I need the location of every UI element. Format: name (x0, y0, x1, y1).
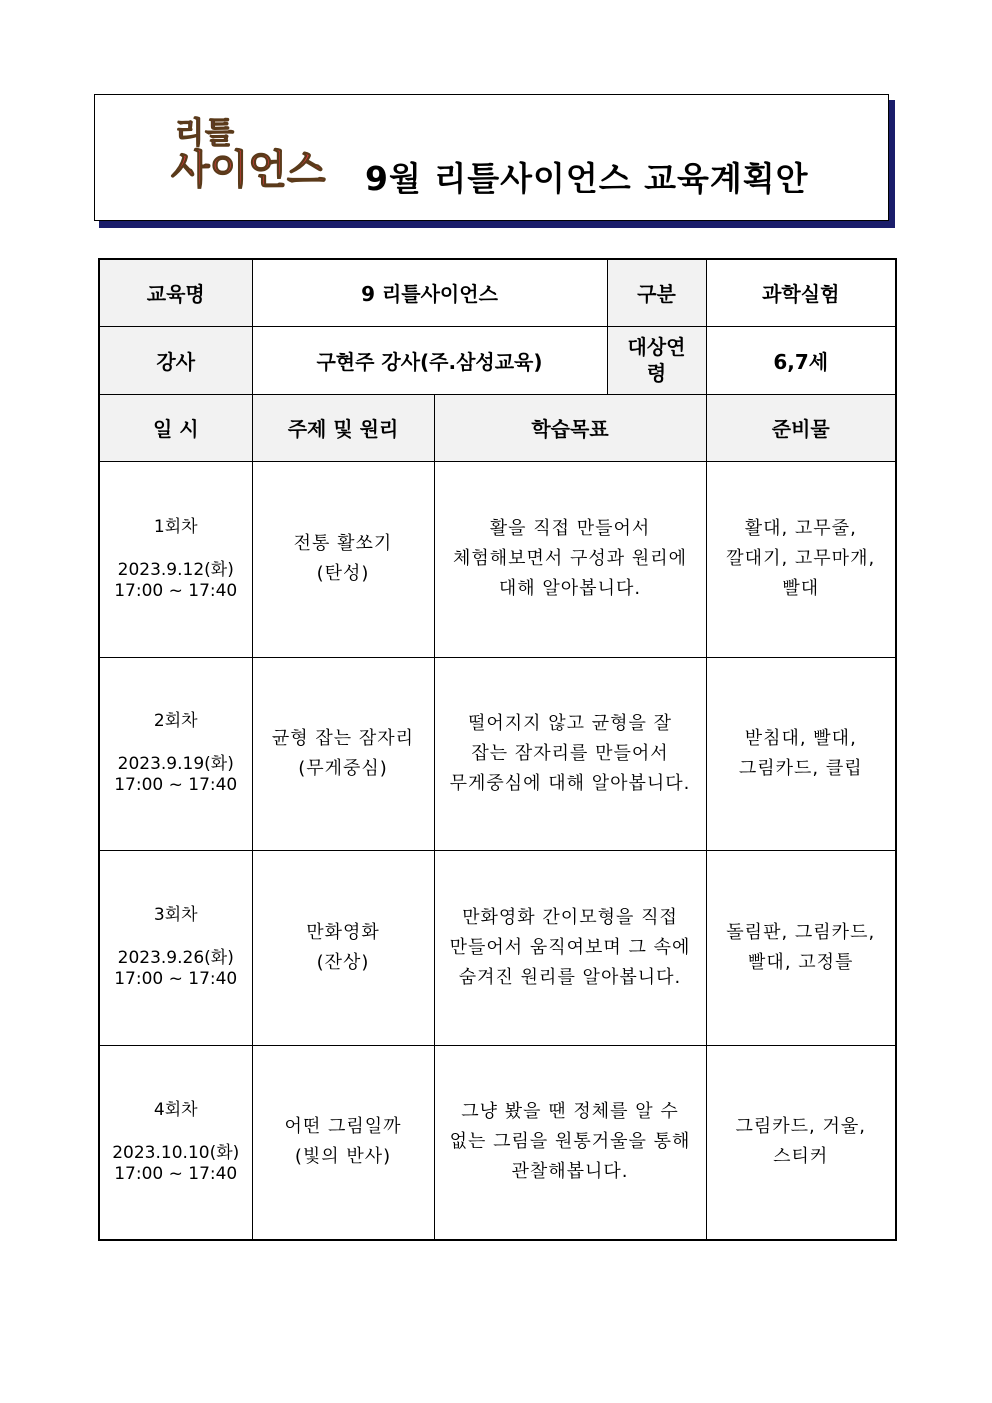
session-materials-line: 깔대기, 고무마개, (726, 548, 876, 569)
session-goal-cell (434, 1045, 706, 1240)
logo-top-text (175, 117, 235, 151)
edu-name-value: 9 리틀사이언스 (252, 259, 607, 326)
category-value: 과학실험 (706, 259, 896, 326)
session-materials-cell (706, 850, 896, 1045)
instructor-label: 강사 (99, 326, 252, 394)
session-goal-line: 체험해보면서 구성과 원리에 (452, 548, 688, 569)
column-header-row (99, 394, 896, 461)
logo-top-lettering: 리틀 (175, 116, 235, 151)
session-materials-cell (706, 461, 896, 657)
info-row-instructor (99, 326, 896, 394)
info-row-edu (99, 259, 896, 326)
session-topic: 만화영화 (306, 921, 380, 943)
session-goal-line: 관찰해봅니다. (511, 1161, 629, 1183)
session-goal-line: 잡는 잠자리를 만들어서 (471, 742, 669, 764)
column-header-goal: 학습목표 (434, 394, 706, 461)
session-date-cell (99, 461, 252, 657)
session-goal-line: 활을 직접 만들어서 (489, 518, 651, 539)
session-row-4 (99, 1045, 896, 1240)
session-topic: 전통 활쏘기 (293, 533, 393, 554)
session-goal-line: 숨겨진 원리를 알아봅니다. (458, 966, 682, 988)
session-time: 17:00 ~ 17:40 (114, 969, 238, 989)
session-materials-cell (706, 1045, 896, 1240)
category-label: 구분 (607, 259, 706, 326)
session-time: 17:00 ~ 17:40 (114, 580, 238, 601)
session-number: 3회차 (153, 905, 198, 925)
session-materials-line: 빨대, 고정틀 (748, 951, 854, 973)
session-topic-cell (252, 461, 434, 657)
session-row-2 (99, 657, 896, 850)
session-goal-line: 만화영화 간이모형을 직접 (462, 906, 678, 928)
session-goal-cell (434, 657, 706, 850)
logo-bottom-lettering: 사이언스 (171, 147, 326, 193)
session-number: 2회차 (153, 711, 198, 731)
column-header-topic: 주제 및 원리 (252, 394, 434, 461)
session-goal-line: 무게중심에 대해 알아봅니다. (449, 772, 691, 794)
session-date: 2023.9.19(화) (117, 754, 234, 774)
session-topic: 균형 잡는 잠자리 (271, 727, 415, 749)
edu-name-label: 교육명 (99, 259, 252, 326)
logo-bottom-text (171, 147, 326, 193)
session-principle: (잔상) (316, 951, 370, 973)
session-materials-line: 돌림판, 그림카드, (726, 921, 876, 943)
session-time: 17:00 ~ 17:40 (114, 775, 238, 795)
session-goal-cell (434, 461, 706, 657)
page-title: 9월 리틀사이언스 교육계획안 (365, 159, 809, 198)
session-date: 2023.9.12(화) (117, 559, 234, 580)
session-time: 17:00 ~ 17:40 (114, 1163, 238, 1184)
session-principle: (탄성) (316, 563, 370, 584)
session-date-cell (99, 850, 252, 1045)
session-goal-cell (434, 850, 706, 1045)
session-date-cell (99, 1045, 252, 1240)
education-plan-table (98, 258, 897, 1241)
column-header-date: 일 시 (99, 394, 252, 461)
session-topic-cell (252, 850, 434, 1045)
target-age-label-line1: 대상연 (627, 335, 686, 359)
session-goal-line: 그냥 봤을 땐 정체를 알 수 (461, 1101, 679, 1123)
session-goal-line: 대해 알아봅니다. (498, 578, 642, 599)
session-topic-cell (252, 657, 434, 850)
session-materials-line: 받침대, 빨대, (744, 727, 857, 749)
session-materials-cell (706, 657, 896, 850)
session-date-cell (99, 657, 252, 850)
session-materials-line: 그림카드, 거울, (735, 1116, 866, 1138)
session-principle: (무게중심) (298, 757, 388, 779)
target-age-value: 6,7세 (706, 326, 896, 394)
instructor-value: 구현주 강사(주.삼성교육) (252, 326, 607, 394)
target-age-label (607, 326, 706, 394)
session-row-3 (99, 850, 896, 1045)
little-science-logo (171, 115, 341, 199)
session-materials-line: 스티커 (773, 1146, 829, 1168)
session-materials-line: 그림카드, 클립 (738, 757, 863, 779)
column-header-materials: 준비물 (706, 394, 896, 461)
session-date: 2023.10.10(화) (112, 1142, 240, 1163)
session-number: 1회차 (153, 516, 198, 537)
session-materials-line: 빨대 (782, 578, 820, 599)
target-age-label-line2: 령 (646, 361, 667, 385)
session-topic-cell (252, 1045, 434, 1240)
session-principle: (빛의 반사) (294, 1146, 392, 1168)
session-goal-line: 떨어지지 않고 균형을 잘 (467, 712, 673, 734)
session-topic: 어떤 그림일까 (284, 1116, 402, 1138)
session-date: 2023.9.26(화) (117, 948, 234, 968)
session-goal-line: 만들어서 움직여보며 그 속에 (449, 936, 691, 958)
session-goal-line: 없는 그림을 원통거울을 통해 (449, 1131, 691, 1153)
session-number: 4회차 (153, 1099, 198, 1120)
header-box (94, 94, 889, 221)
session-row-1 (99, 461, 896, 657)
session-materials-line: 활대, 고무줄, (744, 518, 857, 539)
